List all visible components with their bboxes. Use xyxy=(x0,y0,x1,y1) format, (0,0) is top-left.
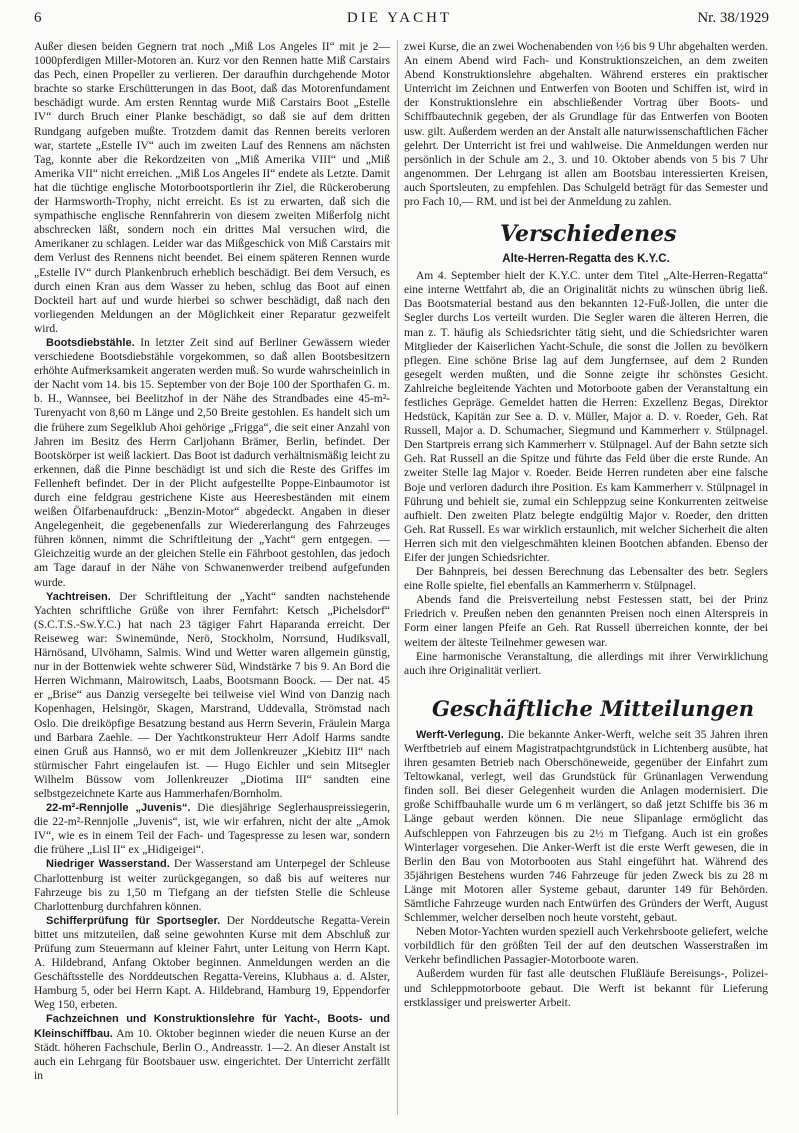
paragraph-heading: 22-m²-Rennjolle „Juvenis“. xyxy=(46,802,191,815)
article-paragraph: 22-m²-Rennjolle „Juvenis“. Die diesjährige Seglerhauspreissiegerin, die 22-m²-Rennjolle „Juvenis“, ist, wie wir erfahren, nicht der alte „Amok IV“, wie es in einem Teil der Fach- und Tagespresse zu lesen war, sondern die frühere „Lisl II“ ex „Hidigeigei“. xyxy=(34,802,390,857)
paragraph-heading: Fachzeichnen und Konstruktionslehre für Yacht-, Boots- und Kleinschiffbau. xyxy=(34,1013,390,1040)
article-paragraph: Abends fand die Preisverteilung nebst Festessen statt, bei der Prinz Friedrich v. Preußen neben den genannten Preisen noch einen Alterspreis in Form einer langen Pfeife an Geh. Rat Russell überreichen konnte, der bei weitem der älteste Teilnehmer gewesen war. xyxy=(404,594,768,649)
article-paragraph: Bootsdiebstähle. In letzter Zeit sind auf Berliner Gewässern wieder verschiedene Bootsdiebstähle vorgekommen, so daß allen Bootsbesitzern erhöhte Aufmerksamkeit angeraten werden muß. So wurde wahrscheinlich in der Nacht vom 14. bis 15. September von der Boje 100 der Sporthafen G. m. b. H., Wannsee, bei Beelitzhof in der Nähe des Strandbades eine 45-m²-Turenyacht von 8,60 m Länge und 2,50 Breite gestohlen. Es handelt sich um die frühere zum Segelklub Ahoi gehörige „Frigga“, die seit einer Anzahl von Jahren im Besitz des Herrn Carljohann Brämer, Berlin, befindet. Der Bootskörper ist weiß lackiert. Das Boot ist dadurch verhältnismäßig leicht zu erkennen, daß die Pinne beschädigt ist und sich die Reste des Griffes im Fellenheft befindet. Der in der Plicht aufgestellte Poppe-Einbaumotor ist durch eine feldgrau gestrichene Kiste aus Heeresbeständen mit einem weißen Ölfarbenaufdruck: „Benzin-Motor“ abgedeckt. Angaben in dieser Angelegenheit, die gegebenenfalls zur Wiedererlangung des Fahrzeuges führen können, nimmt die Schriftleitung der „Yacht“ gern entgegen. — Gleichzeitig wurde an der gleichen Stelle ein Fährboot gestohlen, das jedoch am Tage darauf in der Nähe von Schwanenwerder treibend aufgefunden wurde. xyxy=(34,336,390,589)
page-number: 6 xyxy=(34,10,42,26)
article-paragraph: Außerdem wurden für fast alle deutschen Flußläufe Bereisungs-, Polizei- und Schleppmotorboote gebaut. Die Werft ist bekannt für Lieferung erstklassiger und preiswerter Arbeit. xyxy=(404,968,768,1009)
article-paragraph: Der Bahnpreis, bei dessen Berechnung das Lebensalter des betr. Seglers eine Rolle spielte, fiel ebenfalls an Kammerherrn v. Stülpnagel. xyxy=(404,566,768,593)
article-paragraph: Fachzeichnen und Konstruktionslehre für Yacht-, Boots- und Kleinschiffbau. Am 10. Oktober beginnen wieder die neuen Kurse an der Städt. höheren Fachschule, Berlin O., Andreasstr. 1—2. An dieser Anstalt ist auch ein Lehrgang für Bootsbauer usw. eingerichtet. Der Unterricht zerfällt in xyxy=(34,1013,390,1082)
article-paragraph: Niedriger Wasserstand. Der Wasserstand am Unterpegel der Schleuse Charlottenburg ist weiter zurückgegangen, so daß bis auf weiteres nur Fahrzeuge bis zu 1,50 m Tiefgang an der tiefsten Stelle die Schleuse Charlottenburg durchfahren können. xyxy=(34,858,390,913)
article-paragraph: Yachtreisen. Der Schriftleitung der „Yacht“ sandten nachstehende Yachten schriftliche Grüße von ihrer Fernfahrt: Ketsch „Pichelsdorf“ (S.C.T.S.-Sw.Y.C.) hat nach 23 tägiger Fahrt Haparanda erreicht. Der Reiseweg war: Swinemünde, Nerö, Stockholm, Norrsund, Hudiksvall, Härnösand, Ulvöhamn, Salmis. Wind und Wetter waren allgemein günstig, nur in der Bottenwiek wehte schwerer Süd, Windstärke 7 bis 9. An Bord die Herren Wichmann, Mairowitsch, Laabs, Bootsmann Boock. — Der nat. 45 er „Brise“ aus Danzig versegelte bei teilweise viel Wind von Danzig nach Kopenhagen, Helsingör, Skagen, Marstrand, Uddevalla, Strömstad nach Oslo. Die dreiköpfige Besatzung bestand aus Herrn Severin, Fräulein Marga und Barbara Zaehle. — Der Yachtkonstrukteur Herr Adolf Harms sandte einen Gruß aus Hannsö, wo er mit dem Jollenkreuzer „Kiebitz III“ nach stürmischer Fahrt eingelaufen ist. — Hugo Eichler und sein Mitsegler Wilhelm Büssow vom Jollenkreuzer „Diotima III“ sandten eine selbstgezeichnete Karte aus Hammerhafen/Bornholm. xyxy=(34,590,390,800)
article-subtitle: Alte-Herren-Regatta des K.Y.C. xyxy=(502,253,670,266)
article-paragraph: Schifferprüfung für Sportsegler. Der Norddeutsche Regatta-Verein bittet uns mitzuteilen, daß seine gewohnten Kurse mit dem Abschluß zur Prüfung zum Steuermann auf kleiner Fahrt, unter Leitung von Herrn Kapt. A. Hildebrand, Anfang Oktober beginnen. Anmeldungen werden an die Geschäftsstelle des Norddeutschen Regatta-Vereins, Klubhaus a. d. Alster, Hamburg 5, oder bei Herrn Kapt. A. Hildebrand, Hamburg 19, Eppendorfer Weg 150, erbeten. xyxy=(34,914,390,1012)
article-paragraph: zwei Kurse, die an zwei Wochenabenden von ½6 bis 9 Uhr abgehalten werden. An einem Abend wird Fach- und Konstruktionszeichen, an dem zweiten Abend Konstruktionslehre abgehalten. Während ersteres ein praktischer Unterricht im Zeichnen und Entwerfen von Booten und Schiffen ist, wird in der Konstruktionslehre ein abschließender Vortrag über Boots- und Schiffbautechnik gegeben, der als Grundlage für das Entwerfen von Booten usw. gilt. Außerdem werden an der Anstalt alle naturwissenschaftlichen Fächer gelehrt. Der Unterricht ist frei und wahlweise. Die Anmeldungen werden nur persönlich in der Schule am 2., 3. und 10. Oktober abends von 5 bis 7 Uhr angenommen. Der Lehrgang ist allen am Bootsbau interessierten Kreisen, auch Sportsleuten, zu empfehlen. Das Schulgeld beträgt für das Semester und pro Fach 10,— RM. und ist bei der Anmeldung zu zahlen. xyxy=(404,41,768,209)
paragraph-heading: Niedriger Wasserstand. xyxy=(46,858,170,871)
paragraph-heading: Bootsdiebstähle. xyxy=(46,336,135,349)
left-column xyxy=(34,40,390,1120)
article-paragraph: Eine harmonische Veranstaltung, die allerdings mit ihrer Verwirklichung auch ihre Originalität verliert. xyxy=(404,650,768,677)
right-column xyxy=(404,40,768,1120)
article-paragraph: Werft-Verlegung. Die bekannte Anker-Werft, welche seit 35 Jahren ihren Werftbetrieb auf einem Magistratpachtgrundstück in Lichtenberg ausübte, hat ihren gesamten Betrieb nach Oberschöneweide, gegenüber der Einfahrt zum Teltowkanal, verlegt, weil das Grundstück für Grünanlagen Verwendung finden soll. Bei dieser Gelegenheit wurden die Anlagen modernisiert. Die große Schiffbauhalle wurde um 6 m verlängert, so daß jetzt Schiffe bis 36 m Länge gebaut werden können. Die neue Slipanlage ermöglicht das Aufschleppen von Fahrzeugen bis zu 2½ m Tiefgang. Auch ist ein großes Winterlager vorgesehen. Die Anker-Werft ist die erste Werft gewesen, die in Berlin den Bau von Motorbooten aus Stahl eingeführt hat. Während des 35jährigen Bestehens wurden 746 Fahrzeuge für jeden Zweck bis zu 28 m Länge mit Motoren aller Systeme gebaut, darunter 149 für Behörden. Sämtliche Fahrzeuge wurden nach Entwürfen des Gründers der Werft, August Schlemmer, welcher derselben noch heute vorsteht, gebaut. xyxy=(404,728,768,925)
article-paragraph: Am 4. September hielt der K.Y.C. unter dem Titel „Alte-Herren-Regatta“ eine interne Wettfahrt ab, die an Originalität nichts zu wünschen übrig ließ. Das Bootsmaterial bestand aus den bekannten 12-Fuß-Jollen, die unter die Segler durchs Los verteilt wurden. Die Segler waren die älteren Herren, die man z. T. häufig als Schiedsrichter tätig sieht, und die Schiedsrichter waren Mitglieder der Kaiserlichen Yacht-Schule, die sonst die Jollen zu bevölkern pflegen. Eine schöne Brise lag auf dem Jungfernsee, auf dem 2 Runden gesegelt werden mußten, und die Sonne zeigte ihr schönstes Gesicht. Zahlreiche begleitende Yachten und Motorboote gaben der Veranstaltung ein festliches Gepräge. Gemeldet hatten die Herren: Exzellenz Begas, Direktor Hedstück, Kapitän zur See a. D. v. Müller, Major a. D. v. Roeder, Geh. Rat Russell, Major a. D. Schumacher, Siegmund und Kammerherr v. Stülpnagel. Den Startpreis errang sich Kammerherr v. Stülpnagel. Auf der Bahn setzte sich Geh. Rat Russell an die Spitze und führte das Feld über die erste Runde. An zweiter Stelle lag Major v. Roeder. Beide Herren rundeten aber eine falsche Boje und verloren dadurch ihre Position. Es kam Kammerherr v. Stülpnagel in Führung und behielt sie, zumal ein Schleppzug seine Konkurrenten zeitweise aufhielt. Den zweiten Platz belegte endgültig Major v. Roeder, den dritten Geh. Rat Russell. Es war wirklich erstaunlich, mit welcher Sicherheit die alten Herren sich mit den vielgeschmähten kleinen Bootchen abfanden. Ebenso der Eifer der jungen Schiedsrichter. xyxy=(404,270,768,564)
column-divider xyxy=(397,40,398,1115)
section-title: Geschäftliche Mitteilungen xyxy=(432,695,754,721)
article-paragraph: Außer diesen beiden Gegnern trat noch „Miß Los Angeles II“ mit je 2—1000pferdigen Miller-Motoren an. Kurz vor den Rennen hatte Miß Carstairs das Pech, einen Propeller zu verlieren. Der daraufhin durchgehende Motor brachte so starke Erschütterungen in das Boot, daß das Motorenfundament beschädigt wurde. Am ersten Renntag wurde Miß Carstairs Boot „Estelle IV“ durch Bruch einer Planke beschädigt, so daß sie auf dem dritten Rundgang aufgeben mußte. Trotzdem damit das Rennen bereits verloren war, startete „Estelle IV“ auch im zweiten Lauf des Rennens am nächsten Tag, konnte aber die Rekordzeiten von „Miß Amerika VIII“ und „Miß Amerika VII“ nicht erreichen. „Miß Los Angeles II“ endete als Letzte. Damit hat die tüchtige englische Motorbootsportlerin ihr Ziel, die Rückeroberung der Harmsworth-Trophy, nicht erreicht. Es ist zu erwarten, daß sich die sympathische englische Rennfahrerin von diesem zweiten Mißerfolg nicht abschrecken läßt, sondern noch ein drittes Mal versuchen wird, die Amerikaner zu schlagen. Leider war das Mißgeschick von Miß Carstairs mit dem Verlust des Rennens nicht beendet. Bei einem späteren Rennen wurde „Estelle IV“ durch Plankenbruch erheblich beschädigt. Bei dem Versuch, es durch einen Kran aus dem Wasser zu heben, schlug das Boot auf einen Dockteil hart auf und wurde hierbei so schwer beschädigt, daß nach den vorliegenden Meldungen an der Möglichkeit einer Reparatur gezweifelt wird. xyxy=(34,41,390,335)
article-paragraph: Neben Motor-Yachten wurden speziell auch Verkehrsboote geliefert, welche vorbildlich für den größten Teil der auf den deutschen Wasserstraßen im Verkehr befindlichen Passagier-Motorboote waren. xyxy=(404,926,768,967)
paragraph-heading: Yachtreisen. xyxy=(46,590,111,603)
paragraph-heading: Schifferprüfung für Sportsegler. xyxy=(46,914,221,927)
page-header xyxy=(30,10,769,32)
magazine-title: DIE YACHT xyxy=(346,10,453,26)
paragraph-heading: Werft-Verlegung. xyxy=(416,728,504,741)
issue-number: Nr. 38/1929 xyxy=(697,10,769,26)
section-title: Verschiedenes xyxy=(500,221,677,248)
